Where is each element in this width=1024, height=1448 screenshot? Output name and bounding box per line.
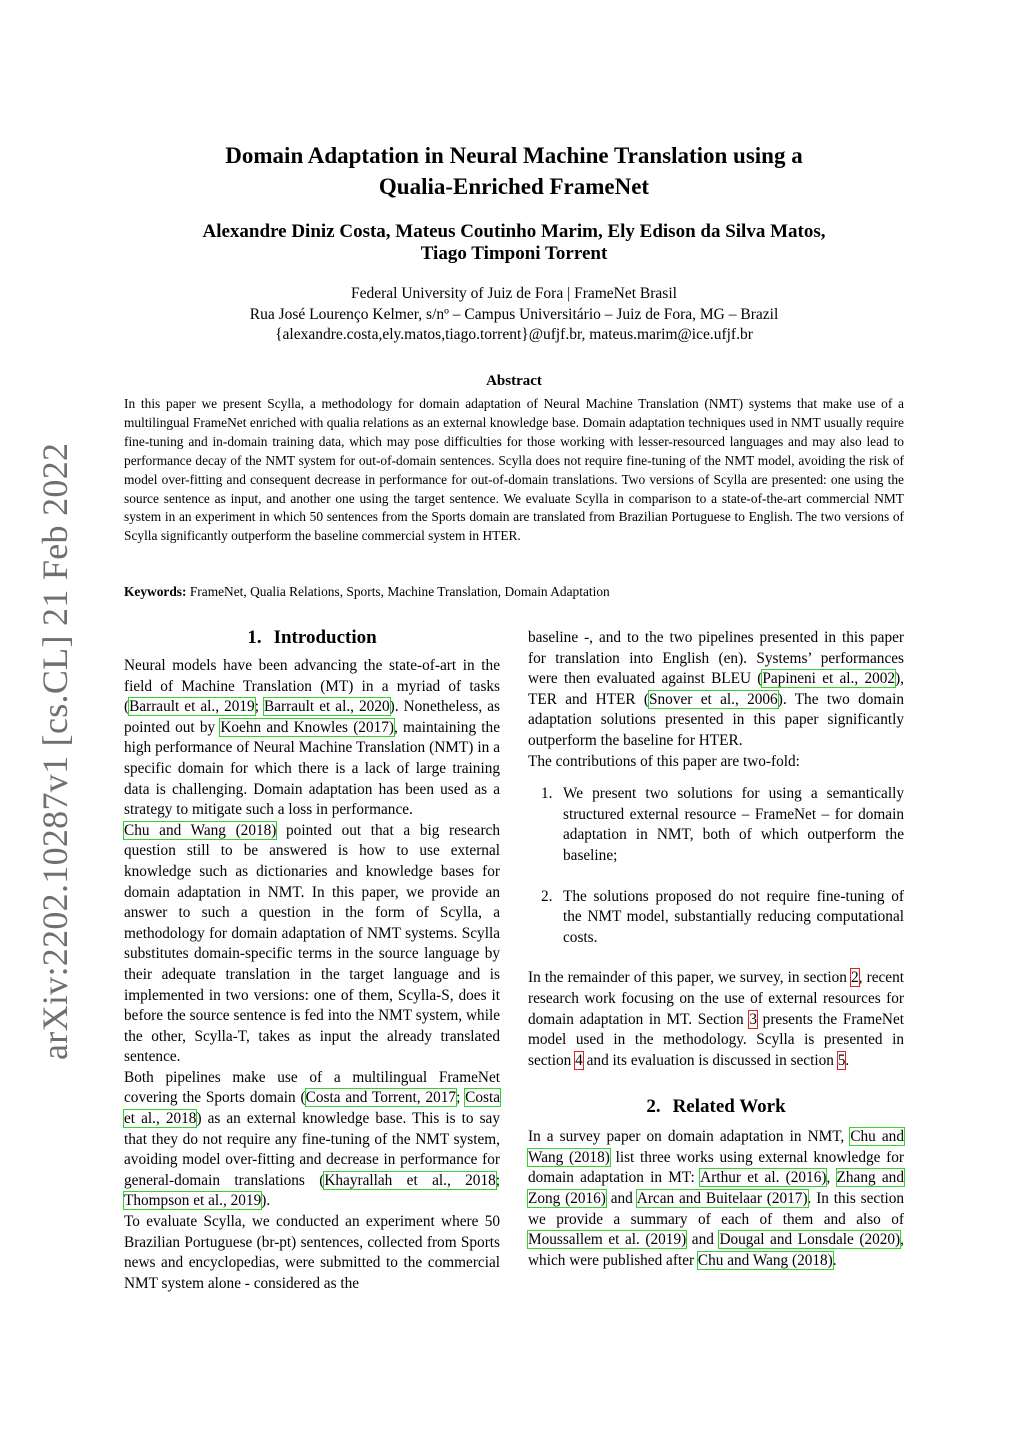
keywords-label: Keywords: [124,584,187,599]
text-run: , [826,1169,837,1187]
citation-link[interactable]: Koehn and Knowles (2017) [220,718,394,736]
text-run: ). [261,1192,271,1210]
citation-link[interactable]: Khayrallah et al., 2018 [324,1171,496,1189]
text-run: Both pipelines make use of a multilingual FrameNet covering the Sports domain ( [124,1068,500,1107]
text-run: . [832,1251,837,1269]
citation-link[interactable]: Thompson et al., 2019 [124,1192,262,1210]
section-number: 1. [247,627,262,648]
text-run: , recent research work focusing on the use of external resources for domain adaptation in MT. Section [528,969,904,1028]
arxiv-identifier: arXiv:2202.10287v1 [cs.CL] 21 Feb 2022 [35,442,75,1060]
text-run: list three works using external knowledge for domain adaptation in MT: [528,1148,905,1187]
author-list [124,221,904,265]
text-run: ; [495,1171,500,1189]
section-heading-introduction [124,626,500,650]
text-run: . [845,1051,850,1069]
text-run: ). Nonetheless, as pointed out by [124,698,500,736]
text-run: . In this section we provide a summary of each of them and also of [528,1190,904,1228]
citation-link[interactable]: Zhang and Zong (2016) [528,1169,904,1208]
list-item-text: The solutions proposed do not require fine-tuning of the NMT model, substantially reducing computational costs. [563,887,904,946]
citation-link[interactable]: Dougal and Lonsdale (2020) [719,1231,901,1249]
text-run: , which were published after [528,1231,904,1269]
citation-link[interactable]: Chu and Wang (2018) [528,1128,904,1166]
section-heading-related-work [528,1095,904,1119]
intro-paragraph-6 [528,968,904,1071]
text-run: baseline -, and to the two pipelines presented in this paper for translation into English (en). Systems’ performances were then evaluated against BLEU ( [528,629,904,688]
intro-paragraph-2 [124,821,500,1068]
list-marker: 2. [541,887,553,905]
keywords-list: FrameNet, Qualia Relations, Sports, Machine Translation, Domain Adaptation [189,584,610,599]
intro-paragraph-5 [528,628,904,752]
citation-link[interactable]: Snover et al., 2006 [649,690,778,708]
section-ref-link[interactable]: 3 [749,1010,758,1028]
section-title: Related Work [672,1096,786,1118]
text-run: ) as an external knowledge base. This is to say that they do not require any fine-tuning of the NMT system, avoiding model over-fitting and decrease in performance for general-domain translations ( [124,1110,500,1189]
affiliation-line-1: Federal University of Juiz de Fora | FrameNet Brasil [351,285,677,302]
text-run: Neural models have been advancing the state-of-art in the field of Machine Translation (MT) in a myriad of tasks ( [124,657,500,716]
section-title: Introduction [273,627,377,648]
text-run: ; [254,698,265,716]
text-run: ), TER and HTER ( [528,670,904,708]
affiliation-block [124,284,904,346]
intro-paragraph-1 [124,656,500,821]
citation-link[interactable]: Arthur et al. (2016) [700,1169,827,1187]
section-ref-link[interactable]: 4 [575,1051,583,1069]
section-ref-link[interactable]: 5 [837,1051,846,1069]
list-item [528,784,904,866]
keywords-line [124,582,904,601]
paper-title [124,140,904,202]
text-run: presents the FrameNet model used in the methodology. Scylla is presented in section [528,1010,904,1069]
text-run: ; [456,1089,466,1107]
title-line-2: Qualia-Enriched FrameNet [378,174,650,199]
text-run: and [686,1231,720,1249]
section-ref-link[interactable]: 2 [851,969,859,987]
list-marker: 1. [541,785,553,803]
citation-link[interactable]: Chu and Wang (2018) [697,1251,833,1269]
list-item-text: We present two solutions for using a semantically structured external resource – FrameNet – for domain adaptation in NMT, both of which outperform the baseline; [563,785,904,864]
authors-line-2: Tiago Timponi Torrent [420,243,608,264]
text-run: and its evaluation is discussed in section [582,1051,838,1069]
text-run: pointed out that a big research question still to be answered is how to use external knowledge such as dictionaries and knowledge bases for domain adaptation in NMT. In this paper, we provide an answer to such a question in the form of Scylla, a methodology for domain adaptation of NMT systems. Scylla substitutes domain-specific terms in the source language by their adequate translation in the target language and is implemented in two versions: one of them, Scylla-S, does it before the source sentence is fed into the NMT system, while the other, Scylla-T, takes as input the already translated sentence. [124,821,500,1066]
citation-link[interactable]: Barrault et al., 2020 [264,698,390,716]
citation-link[interactable]: Moussallem et al. (2019) [528,1231,687,1249]
text-run: and [605,1190,637,1208]
text-run: In the remainder of this paper, we survey, in section [528,969,852,987]
title-line-1: Domain Adaptation in Neural Machine Translation using a [225,143,803,168]
section-number: 2. [646,1096,661,1118]
affiliation-line-2: Rua José Lourenço Kelmer, s/nº – Campus Universitário – Juiz de Fora, MG – Brazil [249,305,779,323]
right-column [528,628,904,1271]
authors-line-1: Alexandre Diniz Costa, Mateus Coutinho Marim, Ely Edison da Silva Matos, [202,221,826,242]
affiliation-emails: {alexandre.costa,ely.matos,tiago.torrent}@ufjf.br, mateus.marim@ice.ufjf.br [275,326,753,343]
text-run: In a survey paper on domain adaptation in NMT, [528,1128,851,1146]
left-column [124,626,500,1294]
citation-link[interactable]: Barrault et al., 2019 [129,698,255,716]
intro-paragraph-4: To evaluate Scylla, we conducted an experiment where 50 Brazilian Portuguese (br-pt) sentences, collected from Sports news and encyclopedias, were submitted to the commercial NMT system alone - considered as the [124,1213,500,1292]
abstract-heading: Abstract [486,373,542,389]
citation-link[interactable]: Chu and Wang (2018) [124,821,277,839]
intro-paragraph-3 [124,1068,500,1212]
citation-link[interactable]: Papineni et al., 2002 [762,670,896,688]
related-paragraph-1 [528,1127,904,1271]
text-run: ). The two domain adaptation solutions presented in this paper significantly outperform the baseline for HTER. [528,690,904,749]
list-item [528,887,904,949]
contributions-intro: The contributions of this paper are two-fold: [528,752,800,770]
citation-link[interactable]: Arcan and Buitelaar (2017) [636,1190,808,1208]
citation-link[interactable]: Costa et al., 2018 [124,1089,500,1128]
contributions-list [528,784,904,948]
text-run: , maintaining the high performance of Neural Machine Translation (NMT) in a specific domain for which there is a lack of large training data is challenging. Domain adaptation has been used as a strategy to mitigate such a loss in performance. [124,718,500,819]
citation-link[interactable]: Costa and Torrent, 2017 [305,1089,457,1107]
abstract-text: In this paper we present Scylla, a methodology for domain adaptation of Neural Machine Translation (NMT) systems that make use of a multilingual FrameNet enriched with qualia relations as an external knowledge base. Domain adaptation techniques used in NMT usually require fine-tuning and in-domain training data, which may pose difficulties for those working with lesser-resourced languages and may also lead to performance decay of the NMT system for out-of-domain sentences. Scylla does not require fine-tuning of the NMT model, avoiding the risk of model over-fitting and consequent decrease in performance for out-of-domain translations. Two versions of Scylla are presented: one using the source sentence as input, and another one using the target sentence. We evaluate Scylla in comparison to a state-of-the-art commercial NMT system in an experiment in which 50 sentences from the Sports domain are translated from Brazilian Portuguese to English. The two versions of Scylla significantly outperform the baseline commercial system in HTER. [124,396,904,544]
